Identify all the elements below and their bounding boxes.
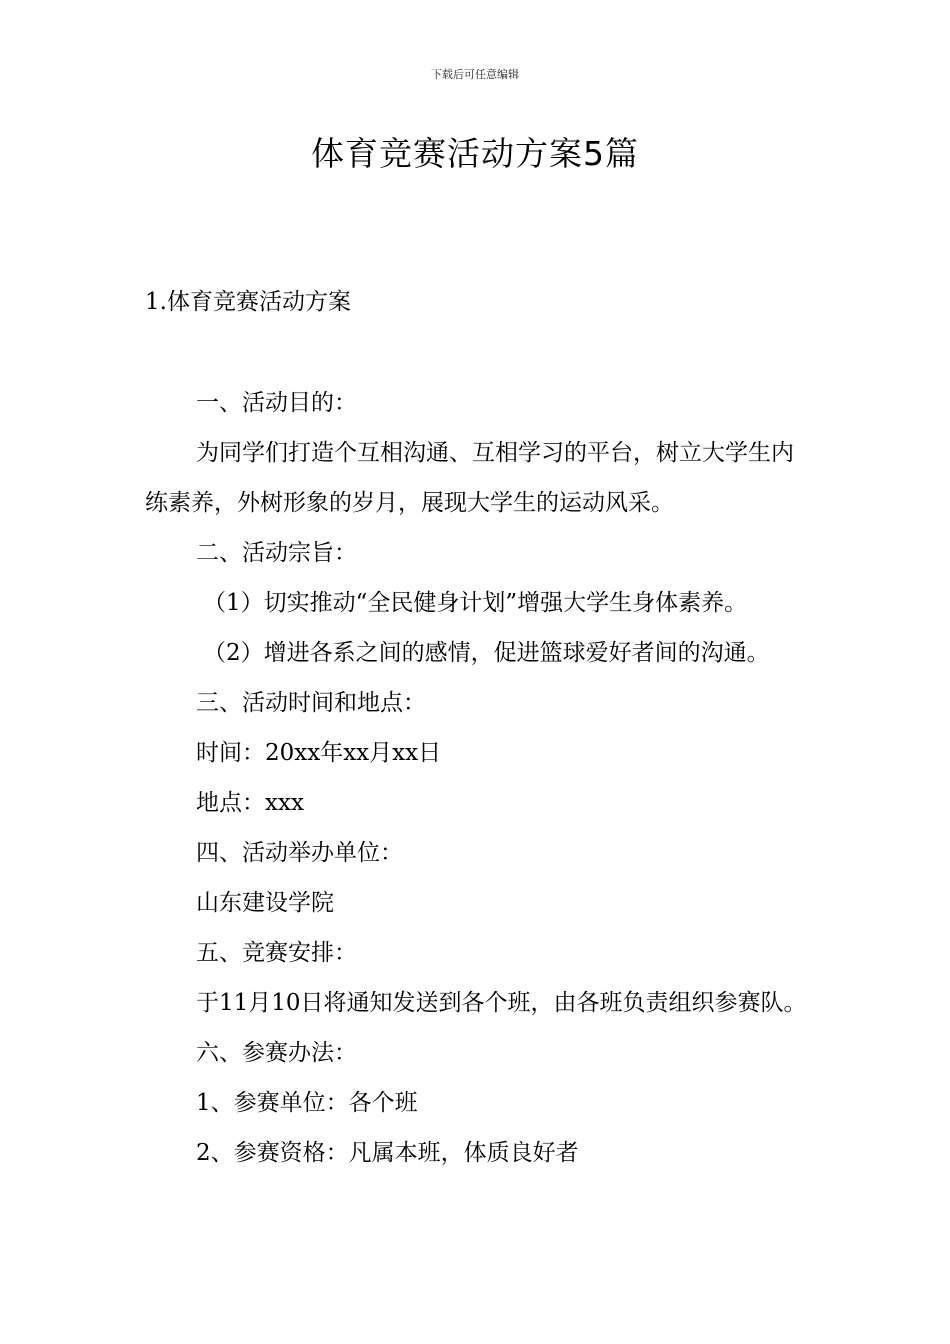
paragraph-rules-1: 1、参赛单位：各个班 (196, 1090, 418, 1116)
paragraph-place: 地点：xxx (196, 790, 304, 816)
heading-time-place: 三、活动时间和地点： (196, 690, 426, 716)
header-note: 下载后可任意编辑 (431, 68, 519, 81)
paragraph-aim-2: （2）增进各系之间的感情，促进篮球爱好者间的沟通。 (203, 640, 770, 666)
heading-purpose: 一、活动目的： (196, 390, 357, 416)
document-title: 体育竞赛活动方案5篇 (311, 134, 639, 173)
heading-schedule: 五、竞赛安排： (196, 940, 357, 966)
paragraph-aim-1: （1）切实推动“全民健身计划”增强大学生身体素养。 (203, 590, 748, 616)
paragraph-rules-2: 2、参赛资格：凡属本班，体质良好者 (196, 1140, 579, 1166)
heading-organizer: 四、活动举办单位： (196, 840, 403, 866)
section-title: 1.体育竞赛活动方案 (145, 289, 351, 315)
heading-aim: 二、活动宗旨： (196, 540, 357, 566)
heading-rules: 六、参赛办法： (196, 1040, 357, 1066)
paragraph-schedule: 于11月10日将通知发送到各个班，由各班负责组织参赛队。 (196, 990, 807, 1016)
paragraph-time: 时间：20xx年xx月xx日 (196, 740, 442, 766)
paragraph-purpose: 为同学们打造个互相沟通、互相学习的平台，树立大学生内练素养，外树形象的岁月，展现大学生的运动风采。 (145, 440, 794, 516)
paragraph-organizer: 山东建设学院 (196, 890, 334, 916)
document-body (145, 378, 815, 1178)
